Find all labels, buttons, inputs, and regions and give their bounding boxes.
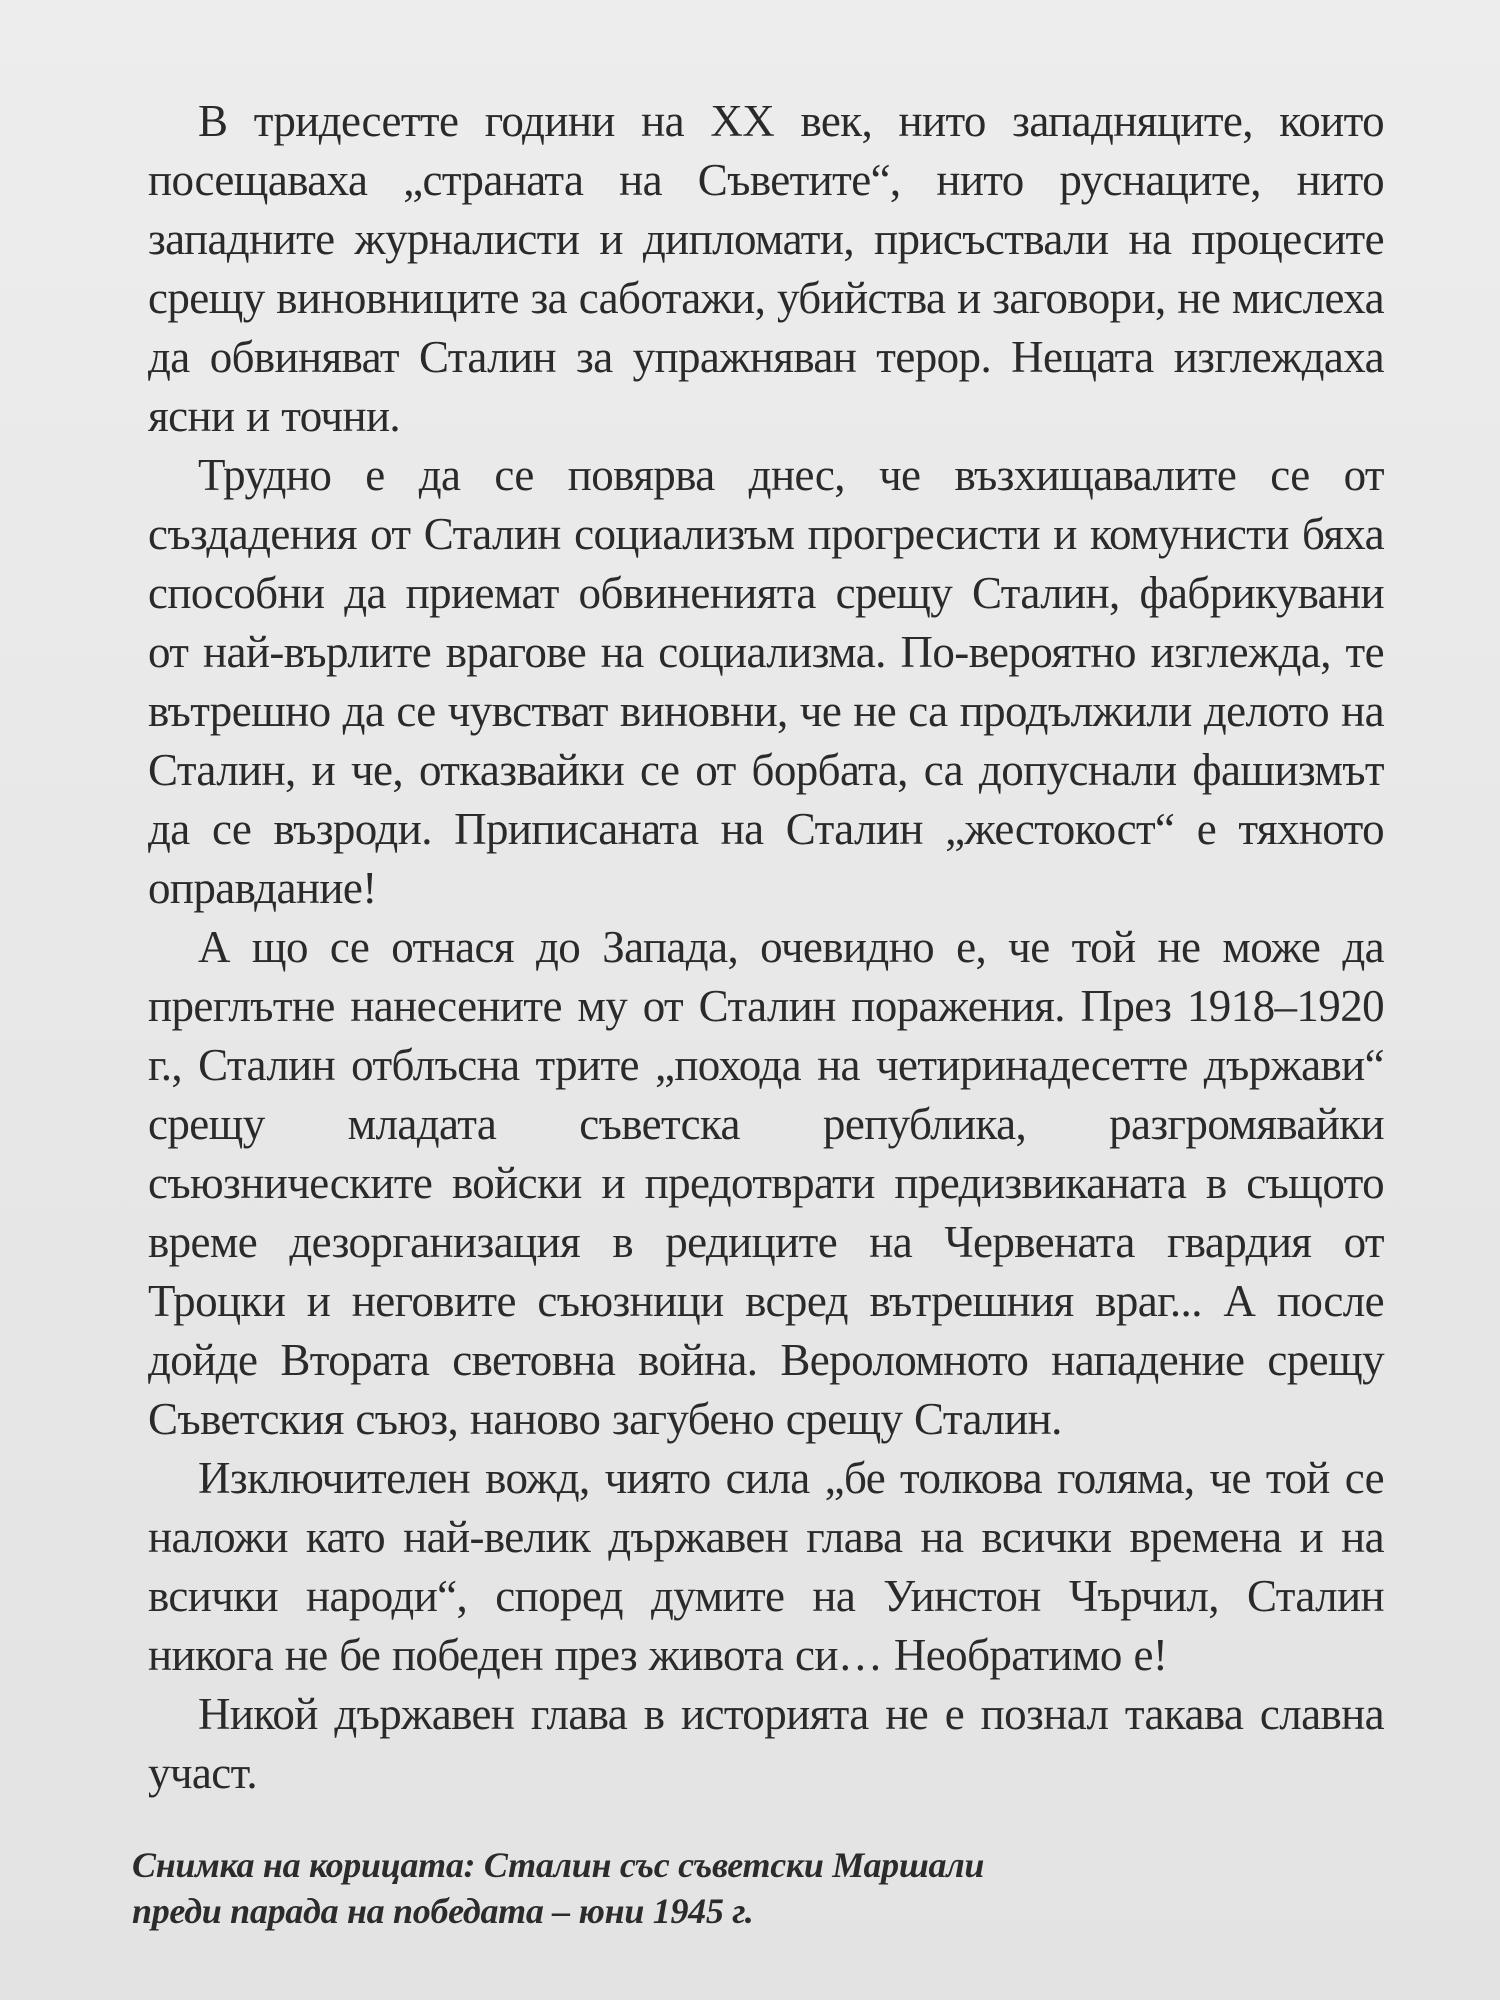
paragraph-5: Никой държавен глава в историята не е познал такава славна участ. [148,1689,1384,1798]
paragraph-3: А що се отнася до Запада, очевидно е, че той не може да преглътне нанесените му от Сталин поражения. През 1918–1920 г., Сталин отблъсна трите „похода на четиринадесетте държави“ срещу младата съветска република, разгромявайки съюзническите войски и предотврати предизвиканата в същото време дезорганизация в редиците на Червената гвардия от Троцки и неговите съюзници всред вътрешния враг... А после дойде Втората световна война. Вероломното нападение срещу Съветския съюз, наново загубено срещу Сталин. [148,922,1384,1444]
caption-line-1: Снимка на корицата: Сталин със съветски Маршали [132,1845,985,1885]
paragraph-4: Изключителен вожд, чиято сила „бе толкова голяма, че той се наложи като най-велик държавен глава на всички времена и на всички народи“, според думите на Уинстон Чърчил, Сталин никога не бе победен през живота си… Необратимо е! [148,1453,1384,1680]
cover-photo-caption [132,1842,1132,1934]
paragraph-2: Трудно е да се повярва днес, че възхищавалите се от създадения от Сталин социализъм прогресисти и комунисти бяха способни да приемат обвиненията срещу Сталин, фабрикувани от най-върлите врагове на социализма. По-вероятно изглежда, те вътрешно да се чувстват виновни, че не са продължили делото на Сталин, и че, отказвайки се от борбата, са допуснали фашизмът да се възроди. Приписаната на Сталин „жестокост“ е тяхното оправдание! [148,450,1384,913]
caption-line-2: преди парада на победата – юни 1945 г. [132,1891,754,1931]
paragraph-1: В тридесетте години на XX век, нито западняците, които посещаваха „страната на Съветите“, нито руснаците, нито западните журналисти и дипломати, присъствали на процесите срещу виновниците за саботажи, убийства и заговори, не мислеха да обвиняват Сталин за упражняван терор. Нещата изглеждаха ясни и точни. [148,96,1384,441]
body-text [148,92,1384,1803]
